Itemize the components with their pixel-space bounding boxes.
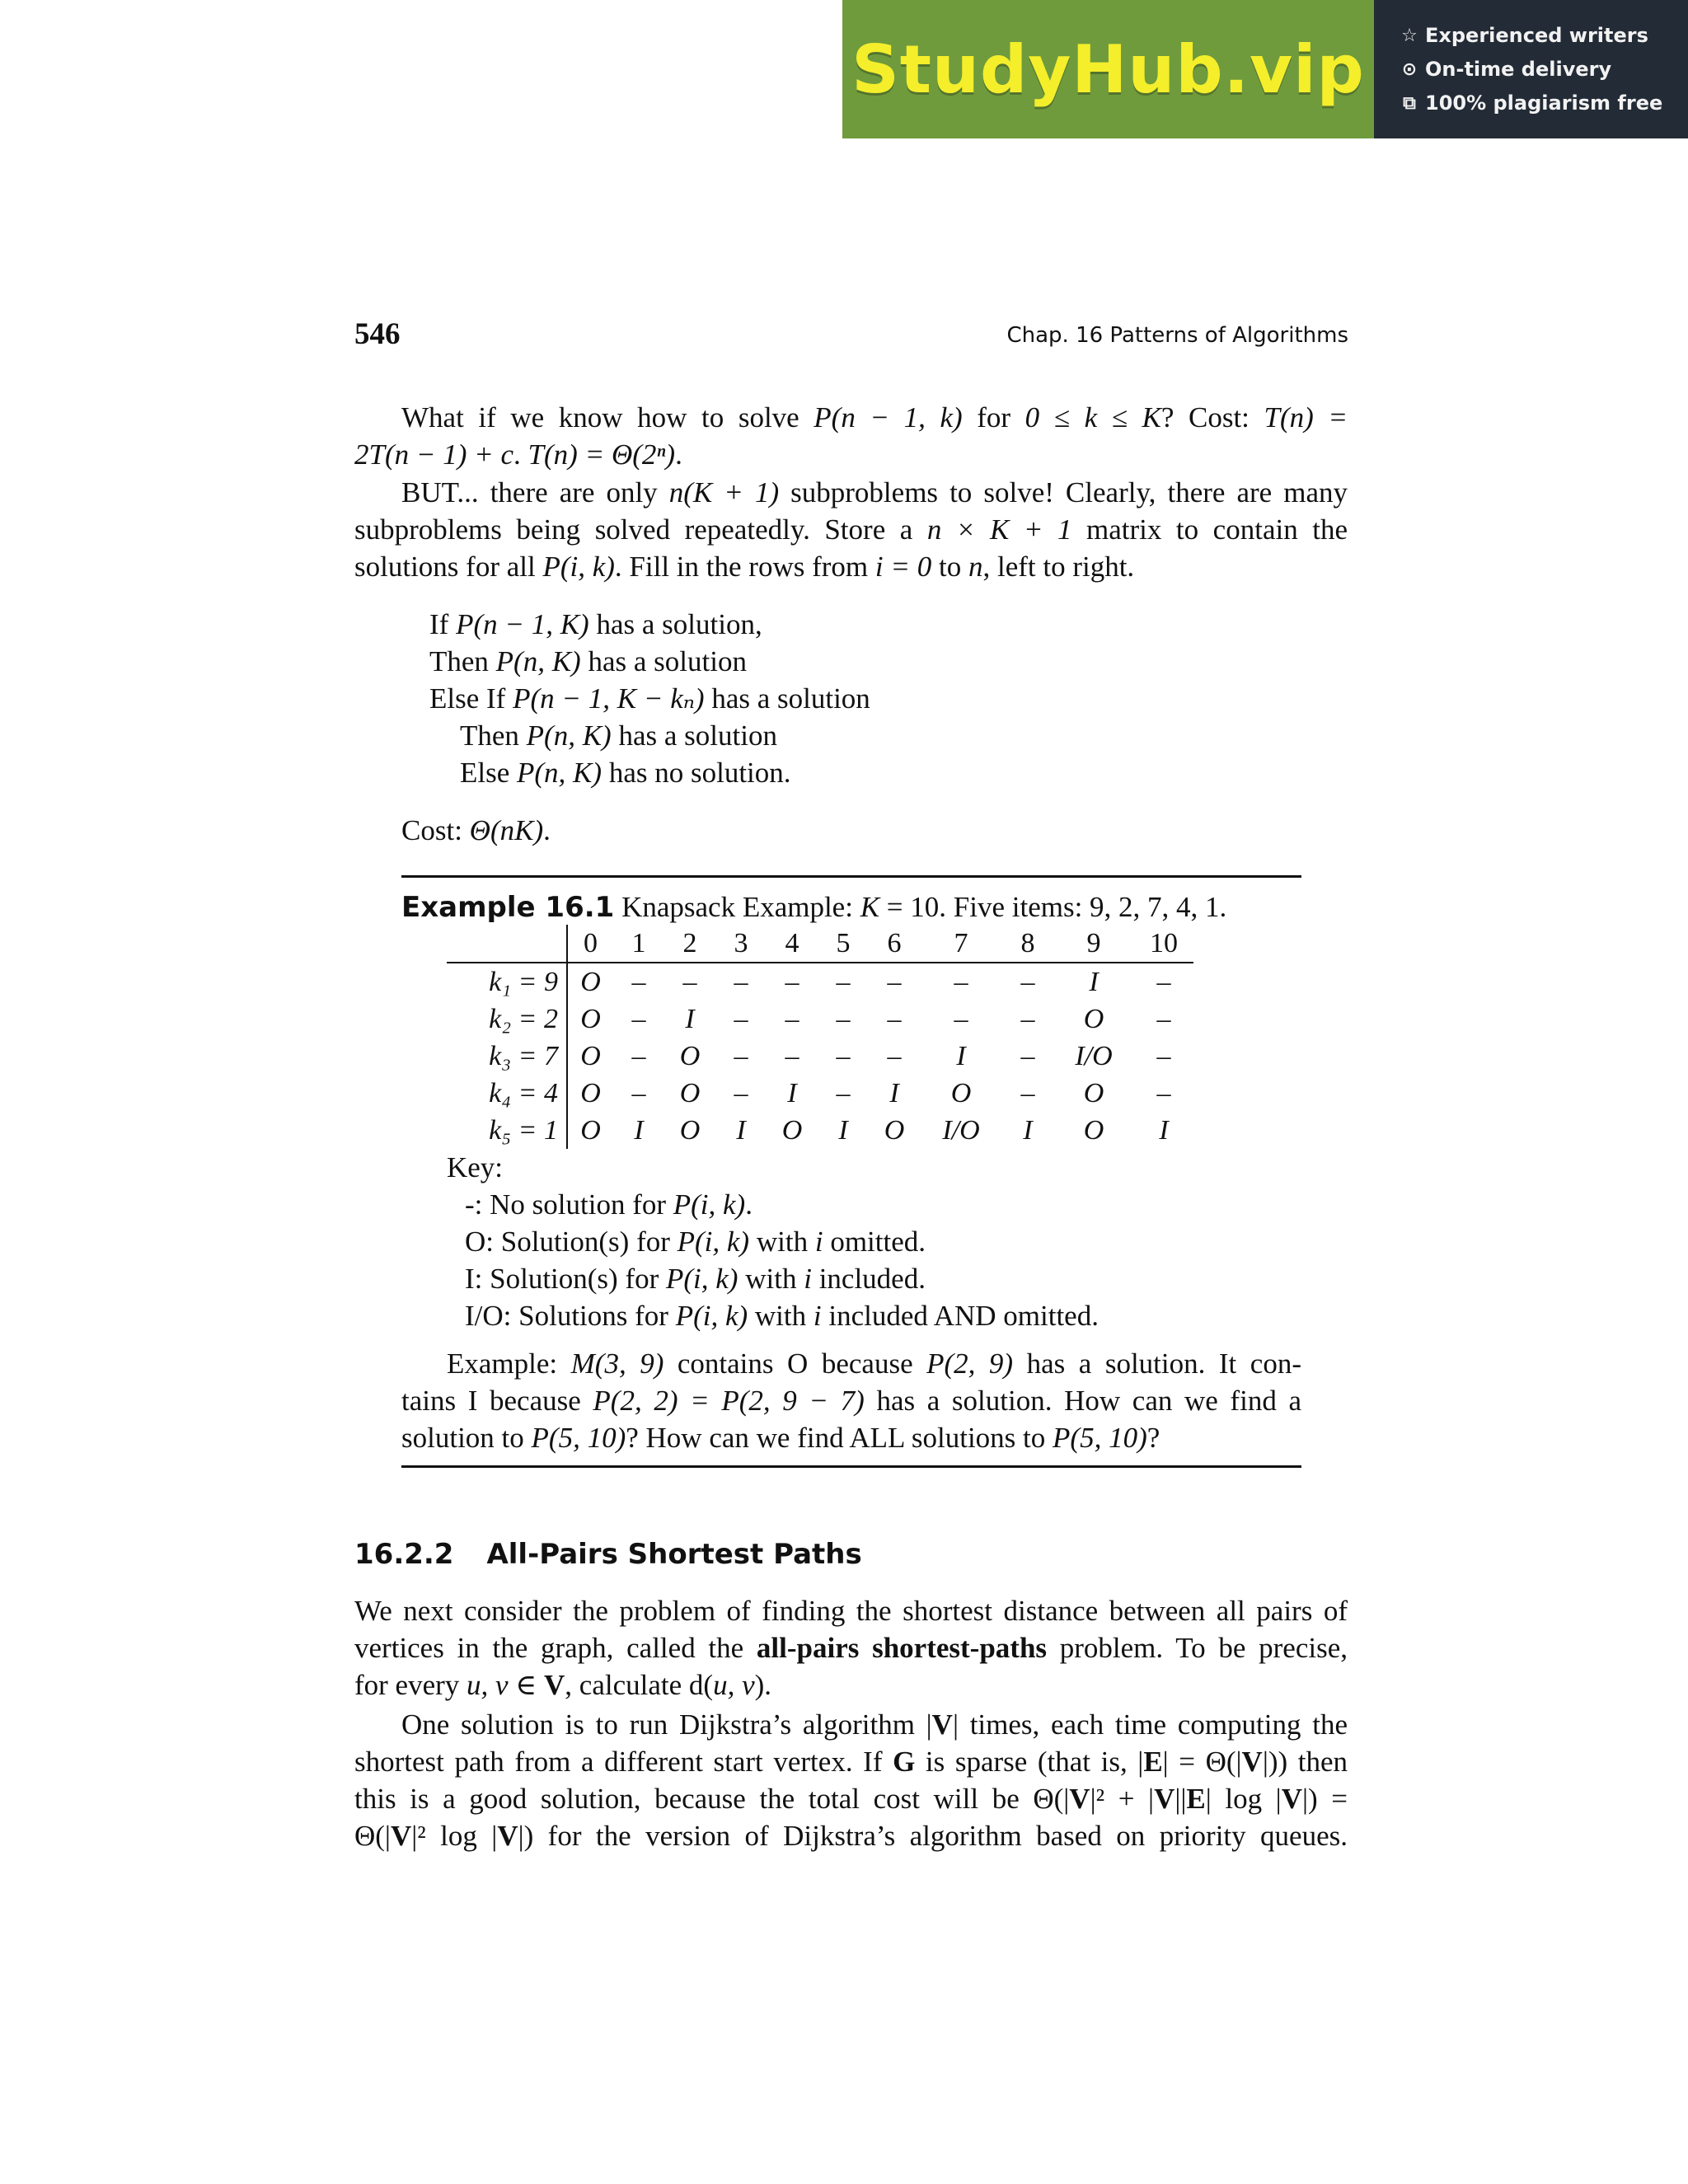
column-header: 6	[869, 925, 920, 963]
section-heading	[354, 1538, 862, 1571]
table-cell: I	[787, 1077, 797, 1108]
knapsack-table	[447, 925, 1193, 1149]
text-line: for every u, v ∈ V, calculate d(u, v).	[354, 1669, 772, 1701]
table-cell: –	[785, 966, 799, 997]
cost-line: Cost: Θ(nK).	[401, 814, 551, 846]
table-cell: –	[1156, 1077, 1171, 1108]
text-line: this is a good solution, because the total cost will be Θ(|V|² + |V||E| log |V|) =	[354, 1783, 1348, 1815]
column-header: 4	[767, 925, 818, 963]
table-cell: I	[889, 1077, 899, 1108]
table-cell: –	[836, 1040, 851, 1071]
table-row	[447, 1001, 1193, 1038]
table-cell: –	[1156, 966, 1171, 997]
key-item: I: Solution(s) for P(i, k) with i included.	[465, 1263, 926, 1295]
table-cell: –	[734, 1077, 748, 1108]
table-cell: –	[734, 1040, 748, 1071]
table-cell: –	[887, 966, 902, 997]
table-cell: –	[734, 966, 748, 997]
table-header-row	[447, 925, 1193, 963]
table-cell: –	[734, 1003, 748, 1034]
table-cell: O	[1083, 1077, 1104, 1108]
table-cell: I	[838, 1114, 848, 1146]
clock-icon: ⊙	[1401, 59, 1418, 80]
table-cell: –	[785, 1003, 799, 1034]
table-key	[447, 1149, 1099, 1334]
table-corner	[447, 925, 567, 963]
column-header: 8	[1002, 925, 1053, 963]
table-cell: –	[631, 1003, 646, 1034]
text-line: BUT... there are only n(K + 1) subproblems to solve! Clearly, there are many	[401, 476, 1348, 509]
section-number: 16.2.2	[354, 1538, 454, 1571]
row-header: k₄ = 4	[447, 1075, 567, 1112]
example-explanation	[401, 1345, 1301, 1456]
paragraph-subproblems	[354, 474, 1348, 585]
table-cell: –	[631, 1077, 646, 1108]
column-header: 2	[664, 925, 715, 963]
page-number: 546	[354, 317, 401, 351]
example-title: Example 16.1 Knapsack Example: K = 10. Five items: 9, 2, 7, 4, 1.	[401, 891, 1227, 924]
code-line: Else If P(n − 1, K − kₙ) has a solution	[429, 682, 870, 715]
table-cell: I	[1089, 966, 1099, 997]
text-line: We next consider the problem of finding the shortest distance between all pairs of	[354, 1595, 1348, 1627]
table-cell: I/O	[942, 1114, 980, 1146]
key-title: Key:	[447, 1151, 504, 1183]
table-cell: I	[736, 1114, 746, 1146]
pseudocode-block	[429, 606, 870, 791]
table-row	[447, 963, 1193, 1001]
text-line: Example: M(3, 9) contains O because P(2, 9) has a solution. It con-	[447, 1347, 1301, 1380]
table-cell: O	[580, 1114, 601, 1146]
row-header: k₅ = 1	[447, 1112, 567, 1149]
table-row	[447, 1038, 1193, 1075]
term-highlight: all-pairs shortest-paths	[756, 1632, 1048, 1664]
text-line: solution to P(5, 10)? How can we find ALL solutions to P(5, 10)?	[401, 1422, 1160, 1454]
table-cell: I	[956, 1040, 966, 1071]
column-header: 3	[715, 925, 767, 963]
text-line: Θ(|V|² log |V|) for the version of Dijkstra’s algorithm based on priority queues.	[354, 1820, 1348, 1852]
table-cell: –	[785, 1040, 799, 1071]
copy-icon: ⧉	[1403, 92, 1416, 114]
table-cell: O	[1083, 1003, 1104, 1034]
table-cell: O	[884, 1114, 905, 1146]
example-bottom-rule	[401, 1465, 1301, 1468]
key-item: I/O: Solutions for P(i, k) with i included AND omitted.	[465, 1300, 1099, 1332]
table-cell: I	[634, 1114, 644, 1146]
text-line: 2T(n − 1) + c. T(n) = Θ(2ⁿ).	[354, 438, 682, 471]
column-header: 7	[920, 925, 1002, 963]
table-cell: O	[950, 1077, 972, 1108]
brand-logo[interactable]	[842, 0, 1374, 138]
example-top-rule	[401, 875, 1301, 878]
table-cell: –	[1020, 1077, 1035, 1108]
table-cell: I	[1023, 1114, 1033, 1146]
text-line: subproblems being solved repeatedly. Store a n × K + 1 matrix to contain the	[354, 513, 1348, 546]
table-cell: –	[631, 1040, 646, 1071]
code-line: If P(n − 1, K) has a solution,	[429, 608, 762, 640]
code-line: Then P(n, K) has a solution	[460, 719, 777, 752]
star-icon: ☆	[1401, 25, 1418, 46]
table-cell: –	[631, 966, 646, 997]
table-cell: I	[685, 1003, 695, 1034]
row-header: k₃ = 7	[447, 1038, 567, 1075]
example-label: Example 16.1	[401, 891, 615, 924]
table-cell: O	[580, 1077, 601, 1108]
text-line: vertices in the graph, called the all-pairs shortest-paths problem. To be precise,	[354, 1632, 1348, 1664]
table-cell: O	[679, 1077, 701, 1108]
key-item: -: No solution for P(i, k).	[465, 1188, 753, 1221]
row-header: k₂ = 2	[447, 1001, 567, 1038]
table-cell: –	[954, 966, 968, 997]
column-header: 1	[613, 925, 664, 963]
table-cell: I/O	[1075, 1040, 1113, 1071]
table-cell: O	[679, 1114, 701, 1146]
text-line: One solution is to run Dijkstra’s algorithm |V| times, each time computing the	[401, 1708, 1348, 1741]
table-cell: –	[1156, 1003, 1171, 1034]
table-cell: O	[580, 1040, 601, 1071]
table-cell: –	[836, 966, 851, 997]
column-header: 0	[567, 925, 613, 963]
paragraph-intro	[354, 399, 1348, 473]
column-header: 9	[1053, 925, 1134, 963]
text-line: tains I because P(2, 2) = P(2, 9 − 7) has a solution. How can we find a	[401, 1385, 1301, 1417]
text-line: shortest path from a different start vertex. If G is sparse (that is, |E| = Θ(|V|)) then	[354, 1746, 1348, 1778]
table-cell: –	[682, 966, 697, 997]
feature-item: ⧉ 100% plagiarism free	[1399, 87, 1688, 120]
paragraph-all-pairs	[354, 1592, 1348, 1704]
table-cell: O	[580, 966, 601, 997]
column-header: 10	[1134, 925, 1193, 963]
text-line: What if we know how to solve P(n − 1, k) for 0 ≤ k ≤ K? Cost: T(n) =	[401, 401, 1348, 434]
table-cell: I	[1159, 1114, 1169, 1146]
paragraph-dijkstra	[354, 1706, 1348, 1854]
table-row	[447, 1075, 1193, 1112]
table-cell: –	[1020, 966, 1035, 997]
ad-banner[interactable]	[842, 0, 1688, 138]
table-cell: –	[887, 1040, 902, 1071]
table-cell: –	[836, 1003, 851, 1034]
feature-list	[1374, 0, 1688, 138]
row-header: k₁ = 9	[447, 963, 567, 1001]
table-cell: O	[580, 1003, 601, 1034]
code-line: Else P(n, K) has no solution.	[460, 757, 791, 789]
section-title: All-Pairs Shortest Paths	[486, 1538, 862, 1571]
table-cell: –	[887, 1003, 902, 1034]
table-row	[447, 1112, 1193, 1149]
code-line: Then P(n, K) has a solution	[429, 645, 747, 677]
key-item: O: Solution(s) for P(i, k) with i omitted.	[465, 1226, 926, 1258]
table-cell: O	[679, 1040, 701, 1071]
table-cell: –	[1020, 1040, 1035, 1071]
feature-item: ⊙ On-time delivery	[1399, 53, 1688, 87]
table-cell: O	[1083, 1114, 1104, 1146]
text-line: solutions for all P(i, k). Fill in the rows from i = 0 to n, left to right.	[354, 551, 1135, 583]
table-cell: –	[1020, 1003, 1035, 1034]
table-cell: –	[954, 1003, 968, 1034]
table-cell: –	[1156, 1040, 1171, 1071]
table-cell: O	[781, 1114, 803, 1146]
table-cell: –	[836, 1077, 851, 1108]
brand-name: StudyHub.vip	[851, 30, 1365, 108]
running-head: Chap. 16 Patterns of Algorithms	[1006, 323, 1348, 348]
feature-item: ☆ Experienced writers	[1399, 19, 1688, 53]
column-header: 5	[818, 925, 869, 963]
